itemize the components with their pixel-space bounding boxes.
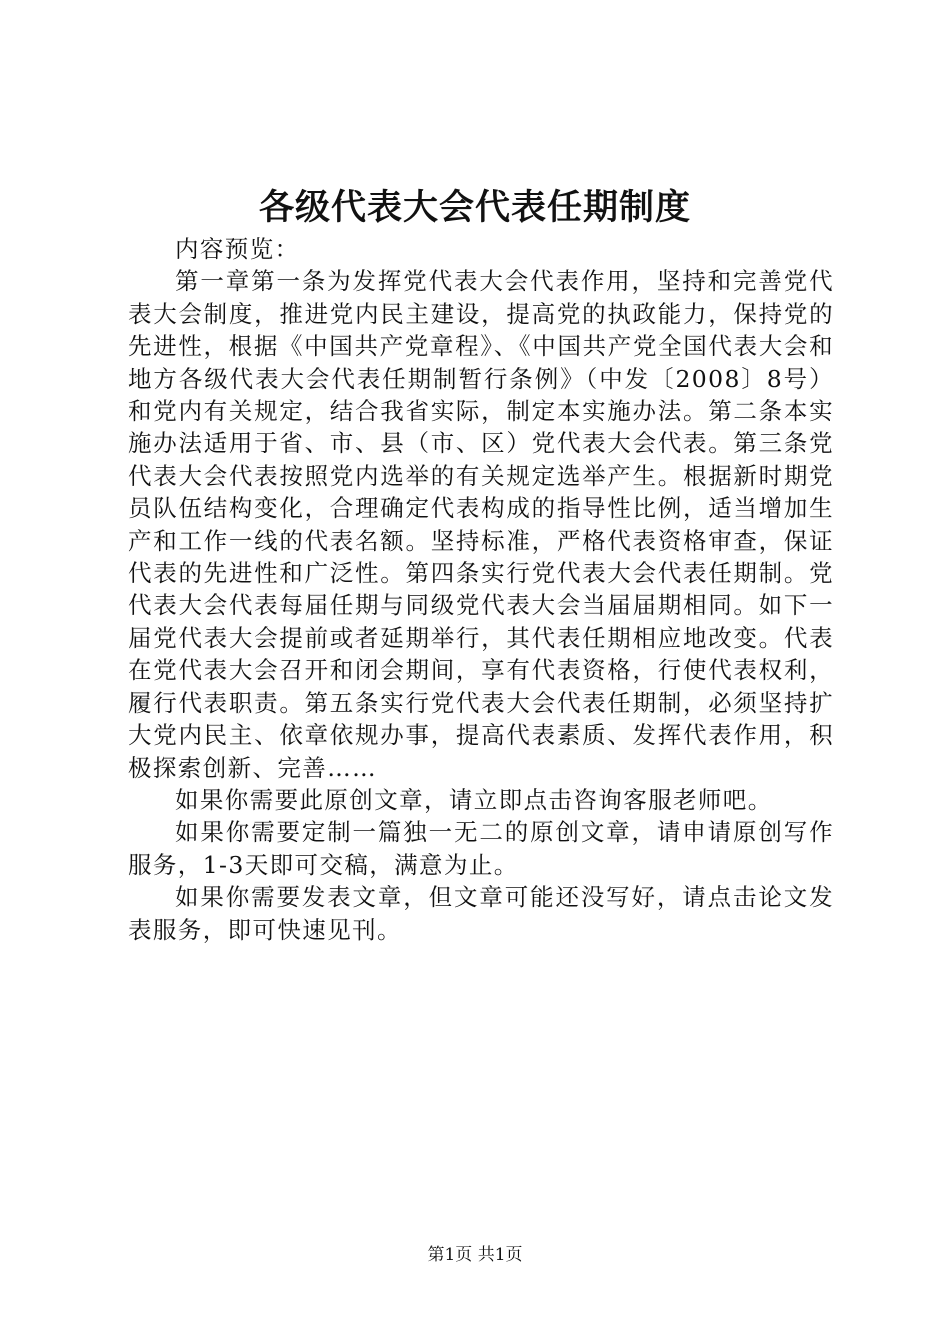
note-custom-writing: 如果你需要定制一篇独一无二的原创文章，请申请原创写作服务，1-3天即可交稿，满意为止。 [128,818,834,879]
page-footer: 第1页 共1页 [427,1245,523,1265]
note-publication-service: 如果你需要发表文章，但文章可能还没写好，请点击论文发表服务，即可快速见刊。 [128,883,834,944]
note-original-article: 如果你需要此原创文章，请立即点击咨询客服老师吧。 [175,785,773,814]
preview-label: 内容预览： [175,235,300,263]
document-content [128,233,834,946]
document-title: 各级代表大会代表任期制度 [258,187,691,228]
body-paragraph: 第一章第一条为发挥党代表大会代表作用，坚持和完善党代表大会制度，推进党内民主建设，提高党的执政能力，保持党的先进性，根据《中国共产党章程》、《中国共产党全国代表大会和地方各级代表大会代表任期制暂行条例》（中发〔2008〕8号）和党内有关规定，结合我省实际，制定本实施办法。第二条本实施办法适用于省、市、县（市、区）党代表大会代表。第三条党代表大会代表按照党内选举的有关规定选举产生。根据新时期党员队伍结构变化，合理确定代表构成的指导性比例，适当增加生产和工作一线的代表名额。坚持标准，严格代表资格审查，保证代表的先进性和广泛性。第四条实行党代表大会代表任期制。党代表大会代表每届任期与同级党代表大会当届届期相同。如下一届党代表大会提前或者延期举行，其代表任期相应地改变。代表在党代表大会召开和闭会期间，享有代表资格，行使代表权利，履行代表职责。第五条实行党代表大会代表任期制，必须坚持扩大党内民主、依章依规办事，提高代表素质、发挥代表作用，积极探索创新、完善…… [128,267,834,782]
